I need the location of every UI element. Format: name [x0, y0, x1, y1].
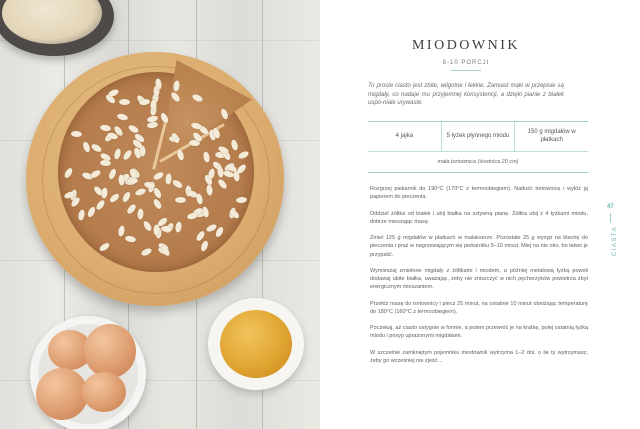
recipe-step: Przełóż masę do tortownicy i piecz 25 minut, na ostatnie 10 minut obniżając temperaturę do 180°C (160°C z termoobiegiem).: [370, 300, 588, 315]
almond-flake: [119, 98, 130, 104]
recipe-step: Rozgrzej piekarnik do 190°C (170°C z termoobiegiem). Natłuść tortownicę i wyłóż ją papierem do pieczenia.: [370, 186, 588, 201]
egg-bowl: [30, 316, 146, 429]
recipe-steps: [370, 185, 588, 373]
recipe-intro: To proste ciasto jest zbite, wilgotne i lekkie. Zamiast mąki w przepisie są migdały, co nadaje mu przyjemnej konsystencji, a dzięki pianie z białek uspo-niale urywaste.: [368, 83, 564, 107]
ingredient-eggs: 4 jajka: [368, 122, 442, 151]
recipe-step: Poczekaj, aż ciasto ostygnie w formie, a potem przewróć je na kratkę, polej ostatnią łyżką miodu i posyp uprażonymi migdałami.: [370, 325, 588, 340]
recipe-portions: 8-10 PORCJI: [442, 60, 490, 66]
ingredients-table: [368, 121, 588, 173]
ingredient-honey: 5 łyżek płynnego miodu: [442, 122, 516, 151]
equipment-note: mała tortownica (średnica 20 cm): [368, 151, 588, 173]
portions-underline: [451, 70, 481, 71]
egg: [82, 372, 126, 412]
ingredients-row: [368, 122, 588, 151]
recipe-step: W szczelnie zamkniętym pojemniku miodownik wytrzyma 1–2 dni, o ile ty wytrzymasz, żeby go wcześniej nie zjeść…: [370, 349, 588, 364]
page-number: 47: [607, 204, 614, 210]
almond-flake: [175, 197, 186, 203]
recipe-title: MIODOWNIK: [411, 38, 521, 53]
egg: [36, 368, 88, 420]
almond-flake: [160, 225, 171, 232]
page-number-divider: [610, 213, 611, 223]
sliced-almonds: [2, 0, 102, 44]
egg: [84, 324, 136, 378]
honey-bowl: [208, 298, 304, 390]
recipe-step: Zmiel 125 g migdałów w płatkach w malakserze. Pozostałe 25 g wysyp na blachę do pieczenia i praż w nagrzewającym się piekarniku 5–10 minut. Miej na nie oko, bo łatwo je przypalić.: [370, 235, 588, 258]
recipe-page: [320, 0, 640, 429]
recipe-step: Wymieszaj zmielone migdały z żółtkami i miodem, a później metalową łyżką powoli dodawaj ubite białka, uważając, żeby nie zniszczyć w nich pęcherzyków powietrza zbyt energicznym mieszaniem.: [370, 267, 588, 291]
recipe-step: Oddziel żółtka od białek i ubij białka na sztywną pianę. Żółtka ubij z 4 łyżkami miodu, dobrze mieszając masę.: [370, 210, 588, 225]
ingredient-almonds: 150 g migdałów w płatkach: [527, 128, 576, 143]
almond-bowl: [0, 0, 114, 56]
honey: [220, 310, 292, 378]
section-tab: CIASTA: [612, 225, 619, 257]
